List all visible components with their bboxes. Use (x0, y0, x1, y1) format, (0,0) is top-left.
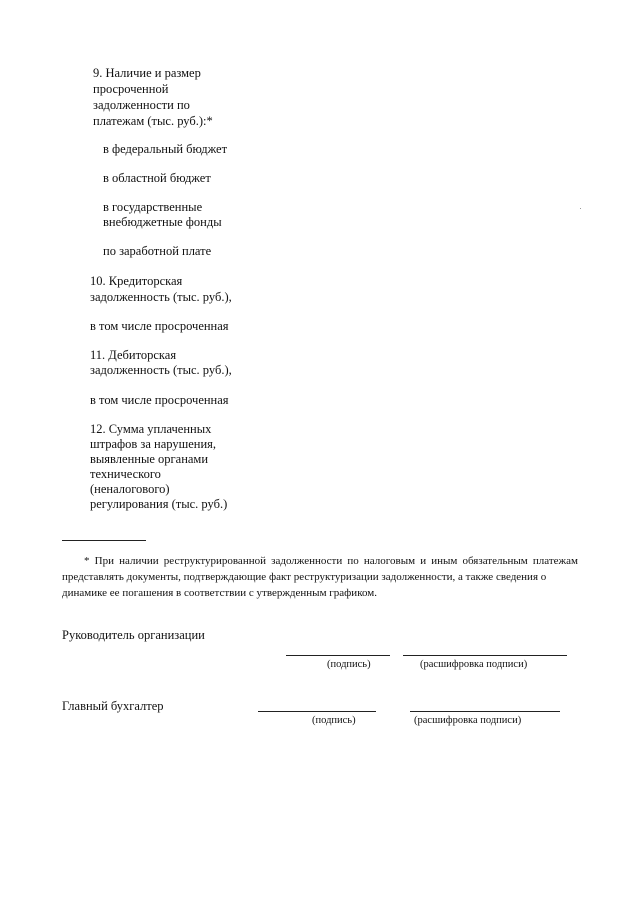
head-decoding-line (403, 655, 567, 656)
accountant-decoding-line (410, 711, 560, 712)
item-12-line-1: 12. Сумма уплаченных (90, 422, 212, 436)
item-12-line-5: (неналогового) (90, 482, 170, 496)
footnote-text-end: динамике ее погашения в соответствии с утвержденным графиком. (62, 587, 377, 599)
item-9-federal-budget: в федеральный бюджет (103, 142, 228, 156)
head-signature-caption: (подпись) (327, 659, 371, 670)
head-decoding-caption: (расшифровка подписи) (420, 659, 528, 670)
item-12-line-4: технического (90, 467, 161, 481)
item-11-overdue: в том числе просроченная (90, 393, 229, 407)
item-9-line-4: платежам (тыс. руб.):* (93, 114, 213, 128)
item-9-state-funds-line-1: в государственные (103, 200, 203, 214)
item-12-line-2: штрафов за нарушения, (90, 437, 217, 451)
item-9-wages: по заработной плате (103, 244, 212, 258)
item-10-line-1: 10. Кредиторская (90, 274, 183, 288)
footnote-text: * При наличии реструктурированной задолженности по налоговым и иным обязательным платежам представлять документы, подтверждающие факт реструктуризации задолженности, а также сведения о (62, 555, 578, 583)
scan-speck (580, 208, 581, 209)
accountant-decoding-caption: (расшифровка подписи) (414, 715, 522, 726)
accountant-title: Главный бухгалтер (62, 699, 164, 713)
item-9-line-2: просроченной (93, 82, 169, 96)
footnote (62, 553, 578, 601)
item-9-line-1: 9. Наличие и размер (93, 66, 201, 80)
accountant-signature-line (258, 711, 376, 712)
item-9-line-3: задолженности по (93, 98, 190, 112)
item-10-line-2: задолженность (тыс. руб.), (90, 290, 232, 304)
item-12-line-3: выявленные органами (90, 452, 209, 466)
item-11-line-2: задолженность (тыс. руб.), (90, 363, 232, 377)
item-9-regional-budget: в областной бюджет (103, 171, 211, 185)
head-title: Руководитель организации (62, 628, 205, 642)
item-11-line-1: 11. Дебиторская (90, 348, 177, 362)
head-signature-line (286, 655, 390, 656)
item-9-state-funds-line-2: внебюджетные фонды (103, 215, 222, 229)
item-12-line-6: регулирования (тыс. руб.) (90, 497, 228, 511)
accountant-signature-caption: (подпись) (312, 715, 356, 726)
item-10-overdue: в том числе просроченная (90, 319, 229, 333)
footnote-separator (62, 540, 146, 541)
